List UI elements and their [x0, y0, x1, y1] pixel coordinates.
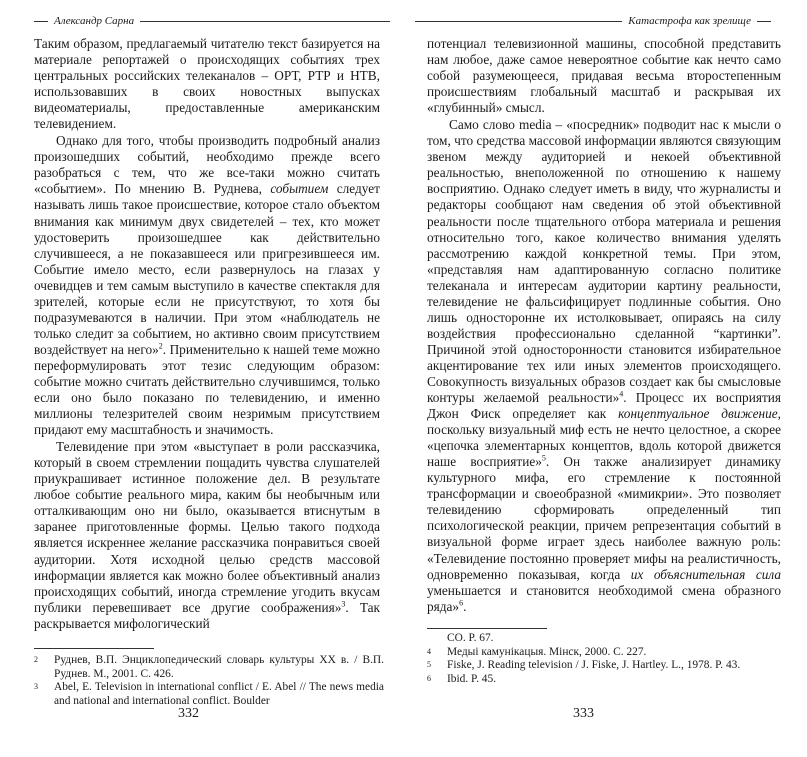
footnote-number: [427, 632, 447, 646]
running-head-rule: [757, 21, 771, 22]
running-head-right: [415, 14, 771, 28]
left-page-footnotes: [34, 654, 384, 708]
text-run: Таким образом, предлагаемый читателю текст базируется на материале репортажей о происходящих событиях трех центральных российских телеканалов – ОРТ, РТР и НТВ, использовавших в своих новостных выпусках видеоматериалы, предоставленные американским телевидением.: [34, 36, 380, 132]
footnote-rule: [427, 628, 547, 629]
left-page-body: [34, 36, 380, 632]
footnote: [427, 646, 781, 660]
paragraph: [34, 36, 380, 132]
running-head-rule: [415, 21, 622, 22]
footnote-number: 5: [427, 660, 431, 670]
footnote-marker: 3: [341, 599, 346, 609]
text-run: , поскольку визуальный миф есть не нечто целостное, а скорее «цепочка элементарных концептов, вдоль которой движется наше восприятие»: [427, 406, 781, 470]
right-page-footnotes: [427, 632, 781, 686]
running-head-title: Катастрофа как зрелище: [628, 15, 751, 27]
text-run: потенциал телевизионной машины, способной представить нам любое, даже самое невероятное событие как нечто само собой разумеющееся, придавая весьма второстепенным происшествиям глобальный масштаб и раскрывая их «глубинный» смысл.: [427, 36, 781, 116]
footnote-number: 4: [427, 646, 431, 656]
footnote: [427, 673, 781, 687]
footnote-number: 2: [34, 655, 38, 664]
footnote-text: Ibid. P. 45.: [447, 672, 497, 685]
running-head-rule: [140, 21, 390, 22]
running-head-author: Александр Сарна: [54, 15, 135, 27]
footnote-marker: 2: [158, 341, 163, 351]
paragraph: [34, 439, 380, 632]
page-number-right: 333: [573, 706, 594, 721]
text-run: уменьшается и становится необходимой смена образного ряда»: [427, 582, 781, 614]
footnote: [427, 632, 781, 646]
footnote-text: Руднев, В.П. Энциклопедический словарь культуры XX в. / В.П. Руднев. М., 2001. С. 426.: [54, 654, 384, 680]
text-run: Само слово media – «посредник» подводит нас к мысли о том, что средства массовой информации являются связующим звеном между аудиторией и некоей объективной реальностью, внеположенной по отношению к нашему восприятию. Однако следует иметь в виду, что журналисты и редакторы сообщают нам сведения об этой объективной реальности после тщательного отбора материала и решения относительно того, какое количество внимания уделять рассмотрению каждой конкретной темы. При этом, «представляя нам адаптированную согласно политике телеканала и интересам аудитории картину реальности, телевидение не фальсифицирует подлинные события. Оно лишь односторонне их истолковывает, опираясь на силу воздействия профессионально сделанной “картинки”. Причиной этой односторонности становится избирательное акцентирование тех или иных элементов происходящего. Совокупность визуальных образов создает как бы смысловые контуры желаемой реальности»: [427, 117, 781, 406]
left-page: [0, 0, 400, 757]
text-run: . Он также анализирует динамику культурного мифа, его стремление к постоянной трансформации и своеобразной «мимикрии». Это позволяет телевидению сформировать определенный тип психологической реакции, причем репрезентация событий в визуальной форме играет здесь наиболее важную роль: «Телевидение постоянно проверяет мифы на реалистичность, одновременно показывая, когда: [427, 454, 781, 582]
footnote-number: 3: [34, 682, 38, 692]
paragraph: [34, 133, 380, 438]
page-number-left: 332: [178, 706, 199, 721]
text-run: . Так раскрывается мифологический: [34, 599, 380, 631]
text-run: . Применительно к нашей теме можно переформулировать этот тезис следующим образом: событие можно считать действительно случившимся, только если оно было показано по телевидению, и именно миллионы телезрителей своим незримым присутствием придают ему масштабность и значимость.: [34, 341, 380, 438]
text-run: . Процесс их восприятия Джон Фиск определяет как: [427, 390, 781, 422]
footnote-text: Медыі камунікацыя. Мінск, 2000. С. 227.: [447, 645, 647, 658]
emphasis-text: их объяснительная сила: [630, 566, 781, 582]
running-head-rule: [34, 21, 48, 22]
right-page: [407, 0, 807, 757]
running-head-left: [34, 14, 390, 28]
footnote-marker: 6: [459, 598, 464, 608]
text-run: .: [463, 598, 467, 614]
footnote-rule: [34, 648, 154, 649]
footnote: [34, 681, 384, 708]
footnote-marker: 5: [541, 453, 546, 463]
footnote-text: Fiske, J. Reading television / J. Fiske, J. Hartley. L., 1978. P. 43.: [447, 659, 741, 672]
paragraph: [427, 36, 781, 116]
text-run: Телевидение при этом «выступает в роли рассказчика, который в своем стремлении пощадить чувства слушателей приукрашивает истинное положение дел. В результате любое событие реального мира, каким бы необычным или отталкивающим оно ни было, оказывается втиснутым в заранее приготовленные формы. Целью такого подхода является искреннее желание рассказчика понравиться своей аудитории. Хотя исходной целью средств массовой информации является как можно более объективный анализ происходящих событий, иногда стремление угодить вкусам публики перевешивает все другие соображения»: [34, 439, 380, 615]
footnote-text: Abel, E. Television in international conflict / E. Abel // The news media and national and international conflict. Boulder: [54, 681, 384, 707]
footnote-text: CO. P. 67.: [447, 632, 494, 644]
text-run: Однако для того, чтобы производить подробный анализ произошедших событий, необходимо прежде всего разобраться с тем, что же все-таки можно считать «событием». По мнению В. Руднева,: [34, 133, 380, 197]
text-run: следует называть лишь такое происшествие, которое стало объектом внимания как минимум двух свидетелей – тех, кто может удостоверить произошедшее как действительно случившееся, а не показавшееся или пригрезившееся им. Событие имело место, если развернулось на глазах у очевидцев и тем самым выступило в качестве спектакля для зрителей, которые если не присутствуют, то хотя бы подразумеваются в наличии. При этом «наблюдатель не только следит за событием, но активно своим присутствием воздействует на него»: [34, 181, 380, 357]
footnote-number: 6: [427, 673, 431, 683]
paragraph: [427, 117, 781, 614]
emphasis-text: концептуальное движение: [618, 406, 778, 422]
footnote: [34, 654, 384, 681]
footnote-marker: 4: [619, 389, 624, 399]
emphasis-text: событием: [270, 181, 329, 197]
right-page-body: [427, 36, 781, 615]
footnote: [427, 659, 781, 673]
